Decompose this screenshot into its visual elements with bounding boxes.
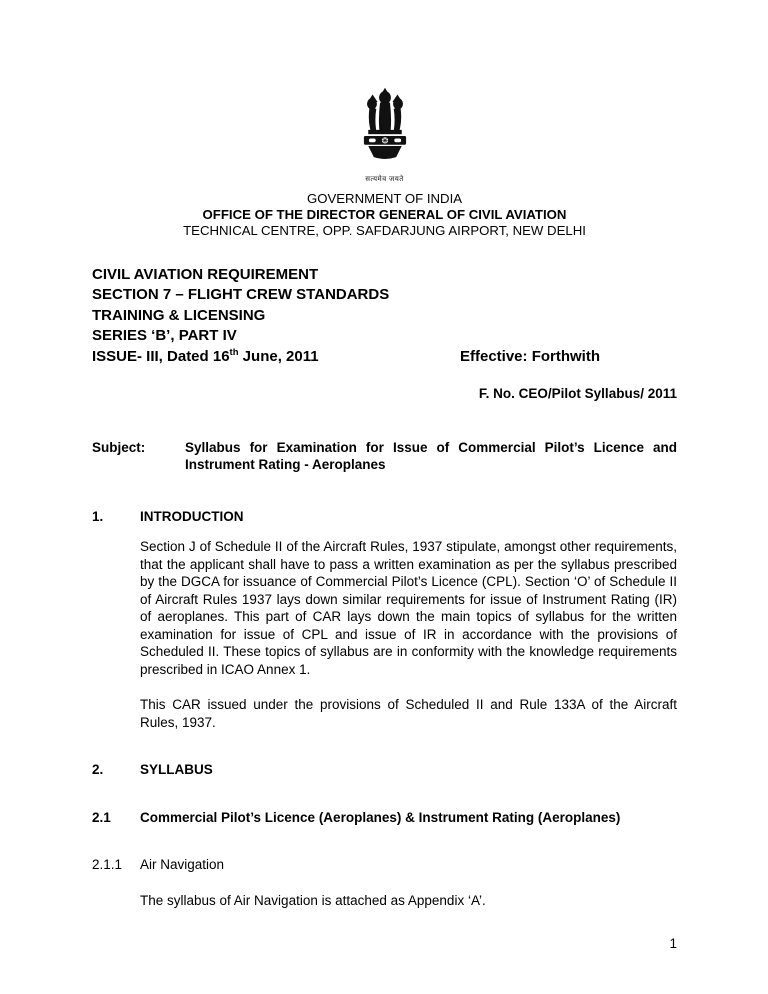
section-2-1-heading [92,809,677,827]
ashoka-lion-capital-emblem-icon [354,158,416,173]
page-content [92,0,677,909]
subject-label: Subject: [92,439,146,455]
title-line-training: TRAINING & LICENSING [92,306,266,324]
issue-date-text: ISSUE- III, Dated 16th June, 2011 [92,346,319,365]
effective-label: Effective: Forthwith [460,347,601,365]
section-2-1-number: 2.1 [92,809,111,825]
section-2-number: 2. [92,762,104,777]
government-header [92,191,677,239]
subject-block [92,439,677,474]
document-title-block [92,265,677,368]
section-1-heading [92,508,677,526]
emblem-motto: सत्यमेव जयते [365,175,404,183]
issue-line [92,347,677,368]
section-1-number: 1. [92,508,104,524]
section-2-title: SYLLABUS [140,762,213,777]
emblem-block [92,0,677,185]
section-2-1-1-title: Air Navigation [140,857,225,872]
ordinal-superscript: th [229,346,239,358]
page-number: 1 [669,935,677,951]
subject-text: Syllabus for Examination for Issue of Commercial Pilot’s Licence and Instrument Rating - Aeroplanes [185,439,677,472]
intro-paragraph-2: This CAR issued under the provisions of Scheduled II and Rule 133A of the Aircraft Rules, 1937. [140,697,677,730]
address-line: TECHNICAL CENTRE, OPP. SAFDARJUNG AIRPORT, NEW DELHI [183,222,586,238]
title-line-section: SECTION 7 – FLIGHT CREW STANDARDS [92,286,390,303]
file-number: F. No. CEO/Pilot Syllabus/ 2011 [478,386,677,401]
intro-paragraph-1: Section J of Schedule II of the Aircraft Rules, 1937 stipulate, amongst other requirements, that the applicant shall have to pass a written examination as per the syllabus prescribed by the DGCA for issuance of Commercial Pilot’s Licence (CPL). Section ‘O’ of Schedule II of Aircraft Rules 1937 lays down similar requirements for issue of Instrument Rating (IR) of aeroplanes. This part of CAR lays down the main topics of syllabus for the written examination for issue of CPL and issue of IR in accordance with the provisions of Scheduled II. These topics of syllabus are in conformity with the knowledge requirements prescribed in ICAO Annex 1. [140,539,677,677]
title-line-series: SERIES ‘B’, PART IV [92,327,237,344]
section-1-title: INTRODUCTION [140,508,244,524]
appendix-note: The syllabus of Air Navigation is attached as Appendix ‘A’. [140,892,486,908]
office-line: OFFICE OF THE DIRECTOR GENERAL OF CIVIL AVIATION [202,206,567,222]
govt-of-india-line: GOVERNMENT OF INDIA [306,190,463,206]
section-2-1-1-number: 2.1.1 [92,857,123,872]
section-2-1-title: Commercial Pilot’s Licence (Aeroplanes) & Instrument Rating (Aeroplanes) [140,809,621,825]
section-2-1-1-row [92,856,677,874]
section-2-heading [92,761,677,779]
title-line-car: CIVIL AVIATION REQUIREMENT [92,265,319,283]
